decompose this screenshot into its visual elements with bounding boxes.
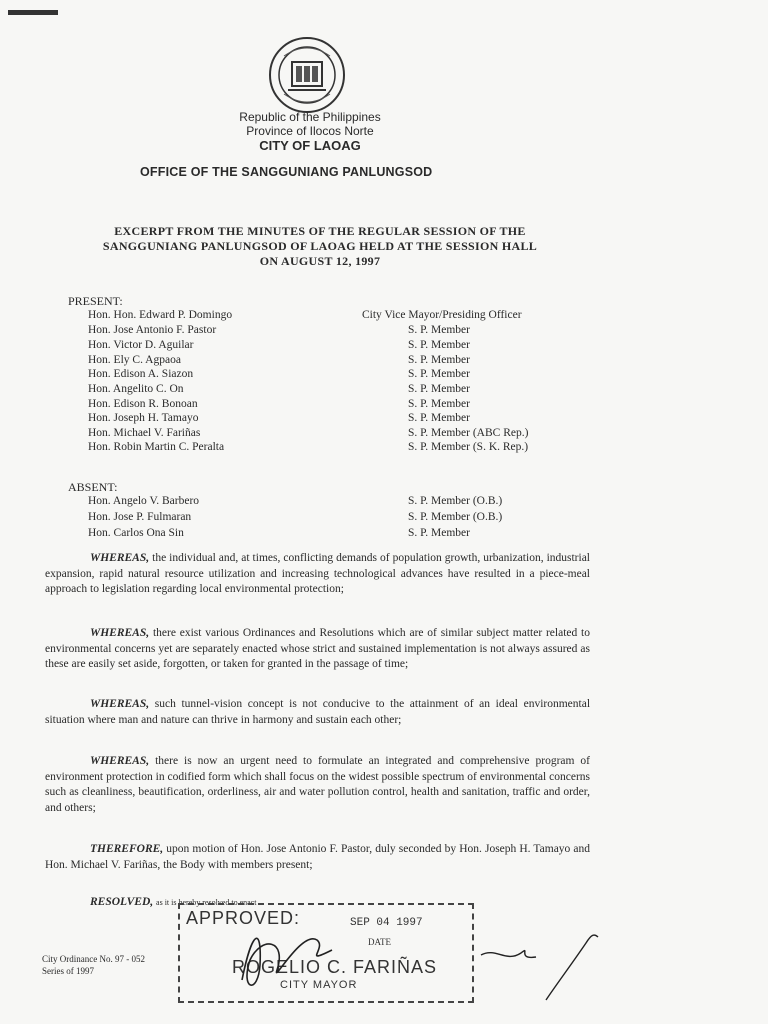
present-name: Hon. Victor D. Aguilar [88,339,194,351]
present-role: S. P. Member [408,354,470,366]
present-name: Hon. Ely C. Agpaoa [88,354,181,366]
header-city: CITY OF LAOAG [259,138,361,153]
absent-name: Hon. Carlos Ona Sin [88,527,184,539]
stamp-title: CITY MAYOR [280,979,358,991]
paragraph-lead: WHEREAS, [90,755,150,767]
resolved-text: as it is hereby resolved to enact [156,898,257,907]
present-name: Hon. Jose Antonio F. Pastor [88,324,217,336]
present-name: Hon. Edison A. Siazon [88,368,194,380]
present-role: City Vice Mayor/Presiding Officer [362,309,522,321]
ordinance-series: Series of 1997 [42,966,94,976]
resolved-lead: RESOLVED, [90,896,154,908]
city-seal-icon [268,36,346,114]
paragraph-lead: WHEREAS, [90,552,150,564]
absent-role: S. P. Member [408,527,470,539]
present-role: S. P. Member [408,368,470,380]
present-role: S. P. Member (S. K. Rep.) [408,441,529,453]
approval-stamp [178,903,474,1003]
present-role: S. P. Member (ABC Rep.) [408,427,529,439]
whereas-paragraph-3 [45,697,590,728]
secondary-signature [476,925,606,1005]
present-name: Hon. Robin Martin C. Peralta [88,441,225,453]
present-role: S. P. Member [408,383,470,395]
absent-role: S. P. Member (O.B.) [408,511,503,523]
paragraph-text: there exist various Ordinances and Resolutions which are of similar subject matter related to environmental concerns yet are separately enacted whose strict and sustained implementation is not always assured as these are easily set aside, forgotten, or taken for granted in the passage of time; [45,627,591,670]
whereas-paragraph-4 [45,754,590,816]
paragraph-text: upon motion of Hon. Jose Antonio F. Pastor, duly seconded by Hon. Joseph H. Tamayo and Hon. Michael V. Fariñas, the Body with members present; [45,843,590,871]
stamp-date-label: DATE [368,937,391,947]
header-province: Province of Ilocos Norte [246,124,374,138]
stamp-date: SEP 04 1997 [350,917,423,929]
absent-label: ABSENT: [68,480,118,494]
paragraph-text: there is now an urgent need to formulate an integrated and comprehensive program of environment protection in codified form which shall focus on the widest possible spectrum of environmental concerns such as cleanliness, beautification, orderliness, air and water pollution control, health and sanitation, traffic and order, and others; [45,755,590,814]
absent-name: Hon. Angelo V. Barbero [88,495,200,507]
paragraph-lead: THEREFORE, [90,843,164,855]
present-name: Hon. Hon. Edward P. Domingo [88,309,233,321]
paragraph-lead: WHEREAS, [90,627,150,639]
present-label: PRESENT: [68,294,123,308]
present-role: S. P. Member [408,339,470,351]
therefore-paragraph [45,842,590,873]
absent-name: Hon. Jose P. Fulmaran [88,511,192,523]
scan-edge-mark [8,10,58,15]
stamp-approved: APPROVED: [186,908,301,928]
paragraph-lead: WHEREAS, [90,698,150,710]
absent-role: S. P. Member (O.B.) [408,495,503,507]
present-name: Hon. Joseph H. Tamayo [88,412,199,424]
excerpt-title-line2: SANGGUNIANG PANLUNGSOD OF LAOAG HELD AT THE SESSION HALL [102,239,538,253]
present-role: S. P. Member [408,398,470,410]
present-name: Hon. Edison R. Bonoan [88,398,198,410]
excerpt-title-line3: ON AUGUST 12, 1997 [259,254,381,268]
ordinance-number: City Ordinance No. 97 - 052 [42,954,145,964]
present-role: S. P. Member [408,324,470,336]
present-name: Hon. Angelito C. On [88,383,184,395]
header-republic: Republic of the Philippines [239,110,381,124]
whereas-paragraph-2 [45,626,590,673]
present-role: S. P. Member [408,412,470,424]
present-name: Hon. Michael V. Fariñas [88,427,201,439]
excerpt-title-line1: EXCERPT FROM THE MINUTES OF THE REGULAR SESSION OF THE [114,224,526,238]
stamp-name: ROGELIO C. FARIÑAS [232,957,438,977]
whereas-paragraph-1 [45,551,590,598]
paragraph-text: the individual and, at times, conflicting demands of population growth, urbanization, industrial expansion, rapid natural resource utilization and increasing technological advances have resulted in a piece-meal approach to legislation regarding local environmental protection; [45,552,591,595]
office-title: OFFICE OF THE SANGGUNIANG PANLUNGSOD [140,165,433,179]
paragraph-text: such tunnel-vision concept is not conducive to the attainment of an ideal environmental situation where man and nature can thrive in harmony and sustain each other; [45,698,591,726]
